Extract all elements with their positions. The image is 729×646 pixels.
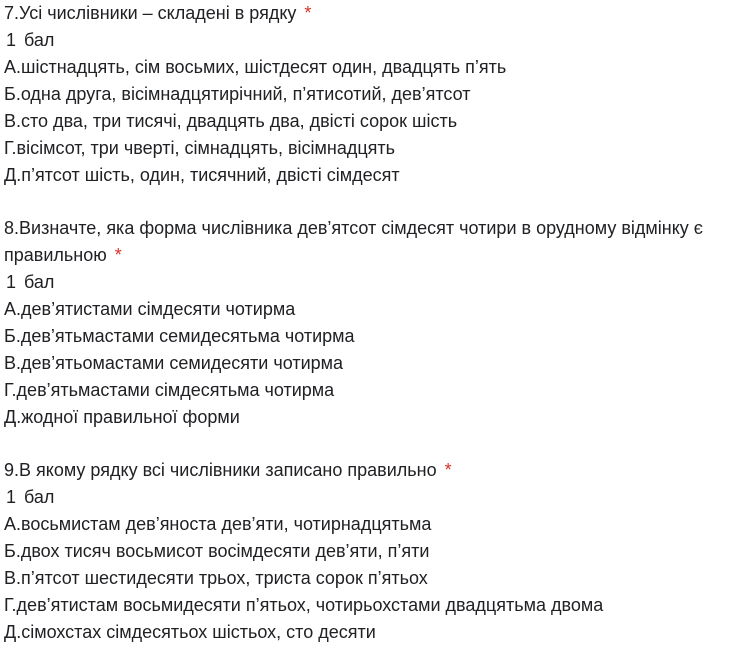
points-number: 1 bbox=[6, 272, 17, 292]
answer-option-d: Г.вісімсот, три чверті, сімнадцять, вісімнадцять bbox=[4, 138, 396, 158]
answer-option-e: Д.сімохстах сімдесятьох шістьох, сто десяти bbox=[4, 622, 376, 642]
required-asterisk: * bbox=[114, 245, 122, 265]
answer-option-d: Г.дев’ятьмастами сімдесятьма чотирма bbox=[4, 380, 335, 400]
required-asterisk: * bbox=[304, 3, 312, 23]
question-spacer bbox=[4, 189, 729, 215]
question-title-text: 8.Визначте, яка форма числівника дев’ятсот сімдесят чотири в орудному відмінку є правильною bbox=[4, 218, 703, 265]
answer-option-a: А.восьмистам дев’яноста дев’яти, чотирнадцятьма bbox=[4, 514, 432, 534]
answer-option-b: Б.одна друга, вісімнадцятирічний, п’ятисотий, дев’ятсот bbox=[4, 84, 471, 104]
answer-option-d: Г.дев’ятистам восьмидесяти п’ятьох, чотирьохстами двадцятьма двома bbox=[4, 595, 604, 615]
points-number: 1 bbox=[6, 487, 17, 507]
question-9 bbox=[4, 457, 729, 646]
question-title-text: 7.Усі числівники – складені в рядку bbox=[4, 3, 297, 23]
question-7 bbox=[4, 0, 729, 189]
answer-option-e: Д.жодної правильної форми bbox=[4, 407, 240, 427]
answer-option-c: В.дев’ятьомастами семидесяти чотирма bbox=[4, 353, 344, 373]
question-title bbox=[4, 215, 729, 269]
points-unit: бал bbox=[24, 487, 55, 507]
answer-option-a: А.дев’ятистами сімдесяти чотирма bbox=[4, 299, 296, 319]
question-title bbox=[4, 457, 729, 484]
points-label bbox=[4, 269, 729, 296]
question-8 bbox=[4, 215, 729, 431]
points-label bbox=[4, 484, 729, 511]
question-title bbox=[4, 0, 729, 27]
answer-option-b: Б.двох тисяч восьмисот восімдесяти дев’яти, п’яти bbox=[4, 541, 430, 561]
required-asterisk: * bbox=[444, 460, 452, 480]
quiz-page bbox=[4, 0, 729, 646]
answer-option-c: В.сто два, три тисячі, двадцять два, двісті сорок шість bbox=[4, 111, 458, 131]
points-unit: бал bbox=[24, 272, 55, 292]
answer-option-b: Б.дев’ятьмастами семидесятьма чотирма bbox=[4, 326, 355, 346]
points-number: 1 bbox=[6, 30, 17, 50]
question-spacer bbox=[4, 431, 729, 457]
points-label bbox=[4, 27, 729, 54]
question-title-text: 9.В якому рядку всі числівники записано правильно bbox=[4, 460, 437, 480]
answer-option-c: В.п’ятсот шестидесяти трьох, триста сорок п’ятьох bbox=[4, 568, 428, 588]
answer-option-e: Д.п’ятсот шість, один, тисячний, двісті сімдесят bbox=[4, 165, 400, 185]
answer-option-a: А.шістнадцять, сім восьмих, шістдесят один, двадцять п’ять bbox=[4, 57, 507, 77]
points-unit: бал bbox=[24, 30, 55, 50]
